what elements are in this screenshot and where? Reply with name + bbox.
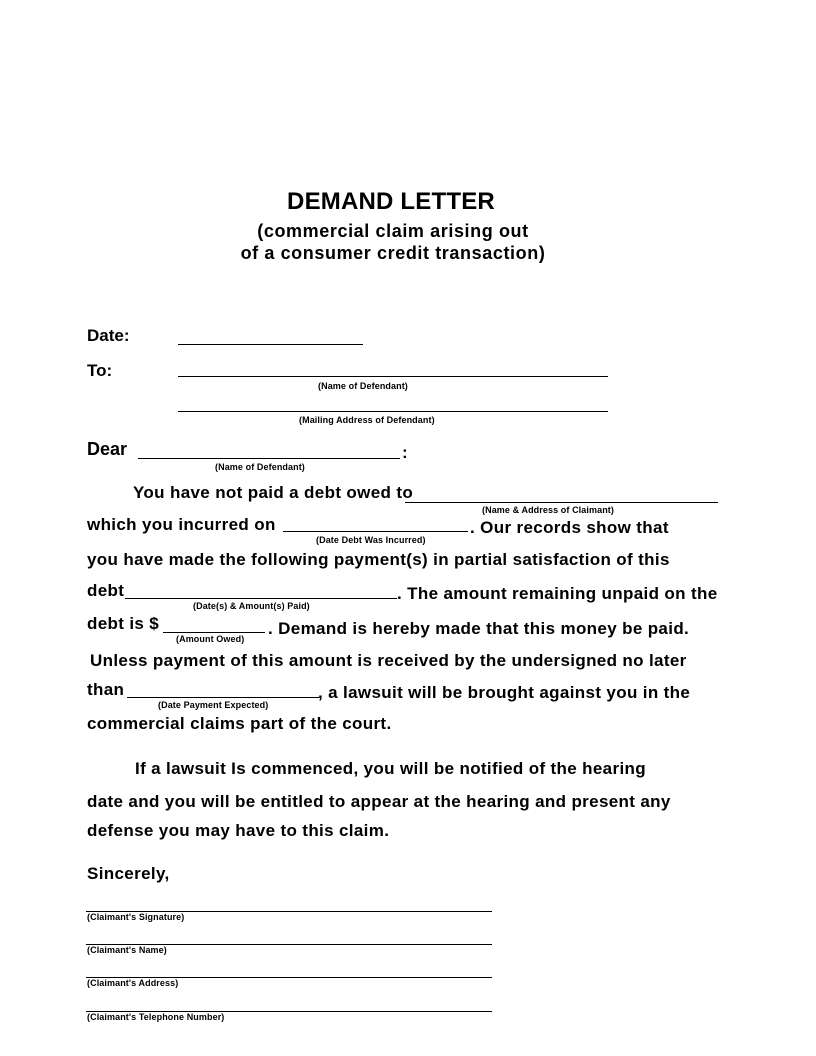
body-para-2-line-3: defense you may have to this claim. xyxy=(87,821,390,840)
document-title: DEMAND LETTER xyxy=(287,188,495,215)
payments-caption: (Date(s) & Amount(s) Paid) xyxy=(193,601,310,611)
closing-sincerely: Sincerely, xyxy=(87,864,170,883)
body-line-5-start: debt is $ xyxy=(87,614,160,633)
body-line-3: you have made the following payment(s) in partial satisfaction of this xyxy=(87,550,670,569)
document-subtitle-line-2: of a consumer credit transaction) xyxy=(240,243,546,263)
amount-owed-caption: (Amount Owed) xyxy=(176,634,245,644)
body-line-6: Unless payment of this amount is received by the undersigned no later xyxy=(90,651,687,670)
to-label: To: xyxy=(87,361,113,380)
body-line-5-end: . Demand is hereby made that this money be paid. xyxy=(268,619,690,638)
date-incurred-caption: (Date Debt Was Incurred) xyxy=(316,535,426,545)
defendant-name-caption: (Name of Defendant) xyxy=(318,381,408,391)
claimant-address-caption: (Claimant's Address) xyxy=(87,978,179,988)
amount-owed-line[interactable] xyxy=(163,632,265,633)
body-line-8: commercial claims part of the court. xyxy=(87,714,392,733)
claimant-name-address-line[interactable] xyxy=(405,502,718,503)
date-blank-line[interactable] xyxy=(178,344,363,345)
claimant-name-address-caption: (Name & Address of Claimant) xyxy=(482,505,614,515)
claimant-signature-caption: (Claimant's Signature) xyxy=(87,912,185,922)
defendant-address-caption: (Mailing Address of Defendant) xyxy=(299,415,435,425)
body-line-4-end: . The amount remaining unpaid on the xyxy=(397,584,718,603)
body-line-7-end: , a lawsuit will be brought against you in the xyxy=(318,683,691,702)
date-incurred-line[interactable] xyxy=(283,531,468,532)
salutation-name-line[interactable] xyxy=(138,458,400,459)
salutation-caption: (Name of Defendant) xyxy=(215,462,305,472)
payments-line[interactable] xyxy=(125,598,397,599)
body-line-1: You have not paid a debt owed to xyxy=(133,483,414,502)
date-expected-line[interactable] xyxy=(127,697,319,698)
salutation-colon: : xyxy=(402,443,408,462)
defendant-name-line[interactable] xyxy=(178,376,608,377)
date-label: Date: xyxy=(87,326,130,345)
body-line-2-start: which you incurred on xyxy=(87,515,276,534)
document-subtitle-line-1: (commercial claim arising out xyxy=(257,221,529,241)
date-expected-caption: (Date Payment Expected) xyxy=(158,700,269,710)
body-para-2-line-2: date and you will be entitled to appear at the hearing and present any xyxy=(87,792,671,811)
salutation-dear: Dear xyxy=(87,439,128,459)
defendant-address-line[interactable] xyxy=(178,411,608,412)
body-para-2-line-1: If a lawsuit Is commenced, you will be notified of the hearing xyxy=(135,759,646,778)
claimant-name-caption: (Claimant's Name) xyxy=(87,945,167,955)
body-line-7-start: than xyxy=(87,680,125,699)
body-line-4-start: debt xyxy=(87,581,125,600)
claimant-phone-caption: (Claimant's Telephone Number) xyxy=(87,1012,225,1022)
body-line-2-end: . Our records show that xyxy=(470,518,669,537)
